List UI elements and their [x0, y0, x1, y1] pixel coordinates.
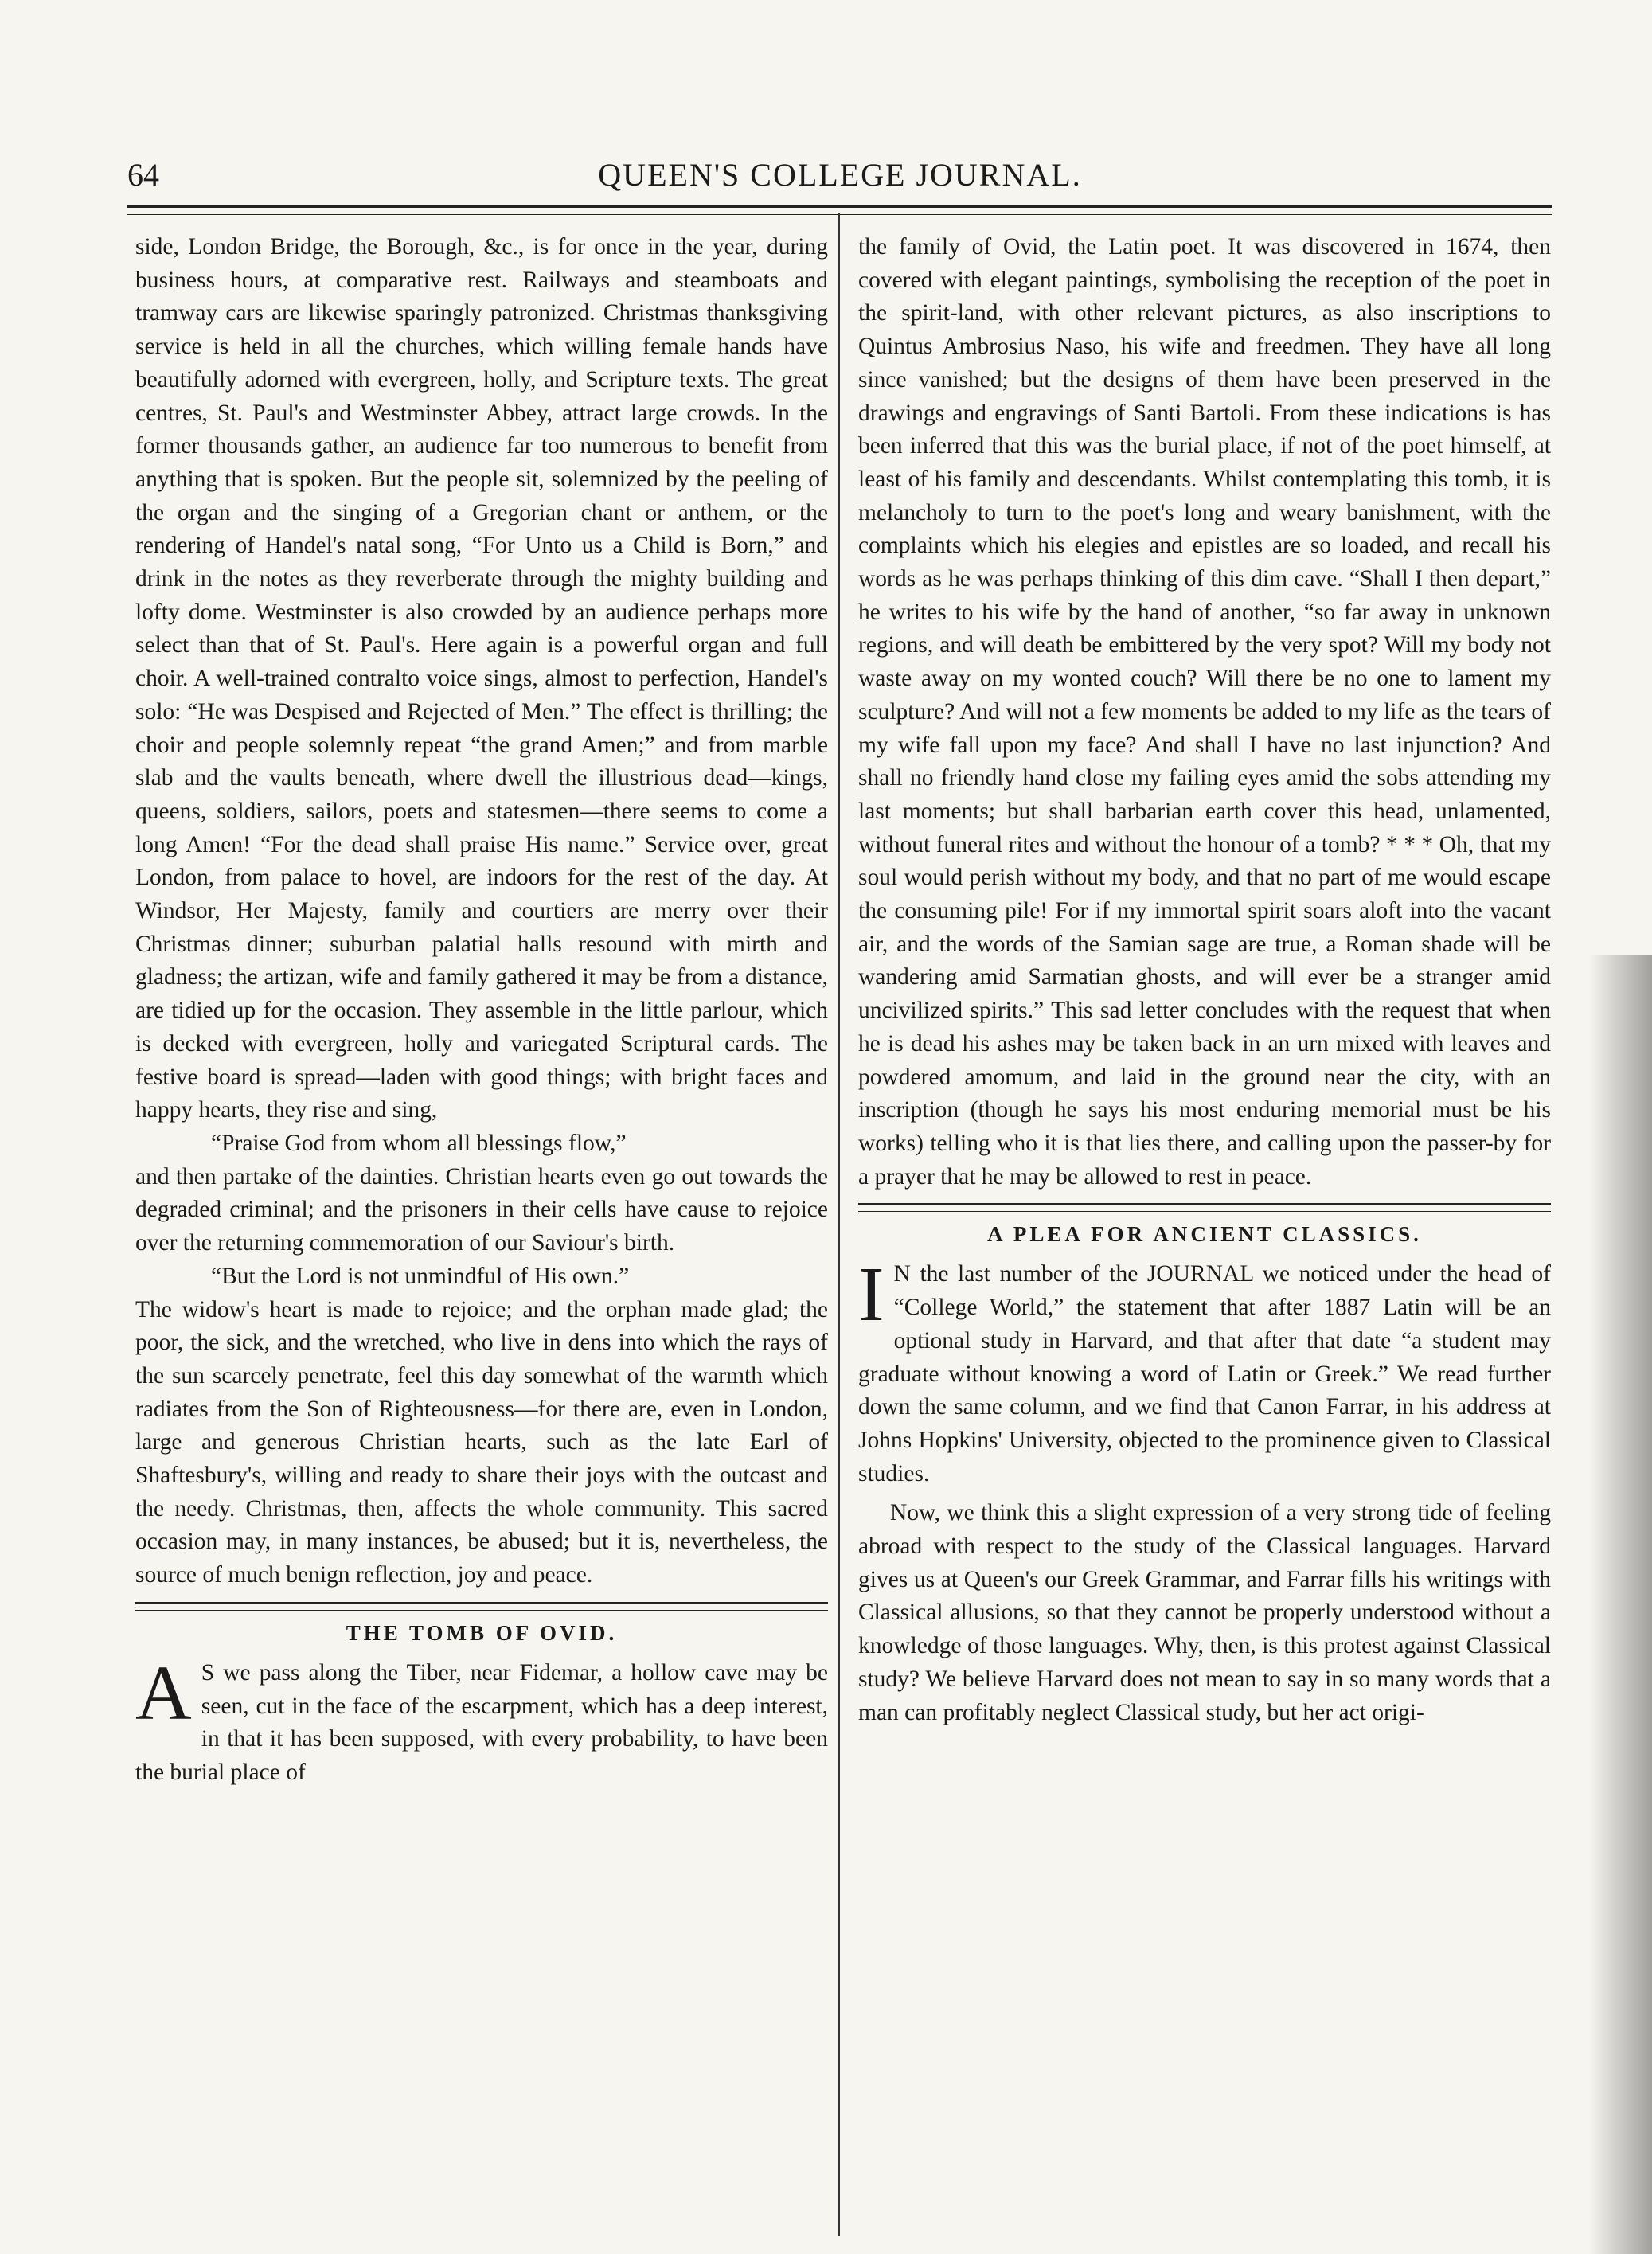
paragraph-dainties: and then partake of the dainties. Christian hearts even go out towards the degraded criminal; and the prisoners in their cells have cause to rejoice over the returning commemoration of our Saviour's birth. — [135, 1163, 828, 1256]
column-divider — [838, 213, 840, 2236]
page-header — [127, 147, 1552, 203]
paragraph-ovid-intro — [135, 1650, 828, 1790]
journal-title: QUEEN'S COLLEGE JOURNAL. — [598, 157, 1082, 193]
paragraph-christmas-london: side, London Bridge, the Borough, &c., is for once in the year, during business hours, at comparative rest. Railways and steamboats and tramway cars are likewise sparingly patronized. Christmas thanksgiving service is held in all the churches, which willing female hands have beautifully adorned with evergreen, holly, and Scripture texts. The great centres, St. Paul's and Westminster Abbey, attract large crowds. In the former thousands gather, an audience far too numerous to benefit from anything that is spoken. But the people sit, solemnized by the peeling of the organ and the singing of a Gregorian chant or anthem, or the rendering of Handel's natal song, “For Unto us a Child is Born,” and drink in the notes as they reverberate through the mighty building and lofty dome. Westminster is also crowded by an audience perhaps more select than that of St. Paul's. Here again is a powerful organ and full choir. A well-trained contralto voice sings, almost to perfection, Handel's solo: “He was Despised and Rejected of Men.” The effect is thrilling; the choir and people solemnly repeat “the grand Amen;” and from marble slab and the vaults beneath, where dwell the illustrious dead—kings, queens, soldiers, sailors, poets and statesmen—there seems to come a long Amen! “For the dead shall praise His name.” Service over, great London, from palace to hovel, are indoors for the rest of the day. At Windsor, Her Majesty, family and courtiers are merry over their Christmas dinner; suburban palatial halls resound with mirth and gladness; the artizan, wife and family gathered it may be from a distance, are tidied up for the occasion. They assemble in the little parlour, which is decked with evergreen, holly and variegated Scriptural cards. The festive board is spread—laden with good things; with bright faces and happy hearts, they rise and sing, — [135, 234, 828, 1123]
paragraph-classics-tide: Now, we think this a slight expression of a very strong tide of feeling abroad with respect to the study of the Classical languages. Harvard gives us at Queen's our Greek Grammar, and Farrar fills his writings with Classical allusions, so that they cannot be properly understood without a knowledge of those languages. Why, then, is this protest against Classical study? We believe Harvard does not mean to say in so many words that a man can profitably neglect Classical study, but her act origi- — [858, 1500, 1551, 1725]
page-number: 64 — [127, 157, 159, 193]
verse-lord-not-unmindful: “But the Lord is not unmindful of His own.” — [211, 1263, 630, 1289]
section-rule — [858, 1203, 1551, 1212]
heading-tomb-of-ovid: THE TOMB OF OVID. — [346, 1620, 618, 1645]
paragraph-ovid-tomb: the family of Ovid, the Latin poet. It was discovered in 1674, then covered with elegant paintings, symbolising the reception of the poet in the spirit-land, with other relevant pictures, as also inscriptions to Quintus Ambrosius Naso, his wife and freedmen. They have all long since vanished; but the designs of them have been preserved in the drawings and engravings of Santi Bartoli. From these indications is has been inferred that this was the burial place, if not of the poet himself, at least of his family and descendants. Whilst contemplating this tomb, it is melancholy to turn to the poet's long and weary banishment, with the complaints which his elegies and epistles are so loaded, and recall his words as he was perhaps thinking of this dim cave. “Shall I then depart,” he writes to his wife by the hand of another, “so far away in unknown regions, and will death be embittered by the very spot? Will my body not waste away on my wonted couch? Will there be no one to lament my sculpture? And will not a few moments be added to my life as the tears of my wife fall upon my face? And shall I have no last injunction? And shall no friendly hand close my failing eyes amid the sobs attending my last moments; but shall barbarian earth cover this head, unlamented, without funeral rites and without the honour of a tomb? * * * Oh, that my soul would perish without my body, and that no part of me would escape the consuming pile! For if my immortal spirit soars aloft into the vacant air, and the words of the Samian sage are true, a Roman shade will be wandering amid Sarmatian ghosts, and will ever be a stranger amid uncivilized spirits.” This sad letter concludes with the request that when he is dead his ashes may be taken back in an urn mixed with leaves and powdered amomum, and laid in the ground near the city, with an inscription (though he says his most enduring memorial must be his works) telling who it is that lies there, and calling upon the passer-by for a prayer that he may be allowed to rest in peace. — [858, 234, 1551, 1190]
heading-plea-ancient-classics: A PLEA FOR ANCIENT CLASSICS. — [987, 1222, 1422, 1247]
drop-cap-a: A — [135, 1650, 192, 1736]
section-rule — [135, 1602, 828, 1611]
page-edge-shadow — [1588, 955, 1652, 2254]
left-column — [135, 231, 828, 1790]
verse-praise-god: “Praise God from whom all blessings flow,” — [211, 1130, 627, 1156]
paragraph-widow: The widow's heart is made to rejoice; and the orphan made glad; the poor, the sick, and the wretched, who live in dens into which the rays of the sun scarcely penetrate, feel this day somewhat of the warmth which radiates from the Son of Righteousness—for there are, even in London, large and generous Christian hearts, such as the late Earl of Shaftesbury's, willing and ready to share their joys with the outcast and the needy. Christmas, then, affects the whole community. This sacred occasion may, in many instances, be abused; but it is, nevertheless, the source of much benign reflection, joy and peace. — [135, 1296, 828, 1588]
drop-cap-i: I — [858, 1252, 885, 1338]
right-column — [858, 231, 1551, 1729]
paragraph-classics-intro — [858, 1252, 1551, 1490]
header-rule — [127, 205, 1552, 215]
paragraph-classics-intro-text: N the last number of the JOURNAL we noticed under the head of “College World,” the statement that after 1887 Latin will be an optional study in Harvard, and that after that date “a student may graduate without knowing a word of Latin or Greek.” We read further down the same column, and we find that Canon Farrar, in his address at Johns Hopkins' University, objected to the prominence given to Classical studies. — [858, 1261, 1551, 1486]
paragraph-ovid-intro-text: S we pass along the Tiber, near Fidemar, a hollow cave may be seen, cut in the face of the escarpment, which has a deep interest, in that it has been supposed, with every probability, to have been the burial place of — [135, 1659, 828, 1785]
